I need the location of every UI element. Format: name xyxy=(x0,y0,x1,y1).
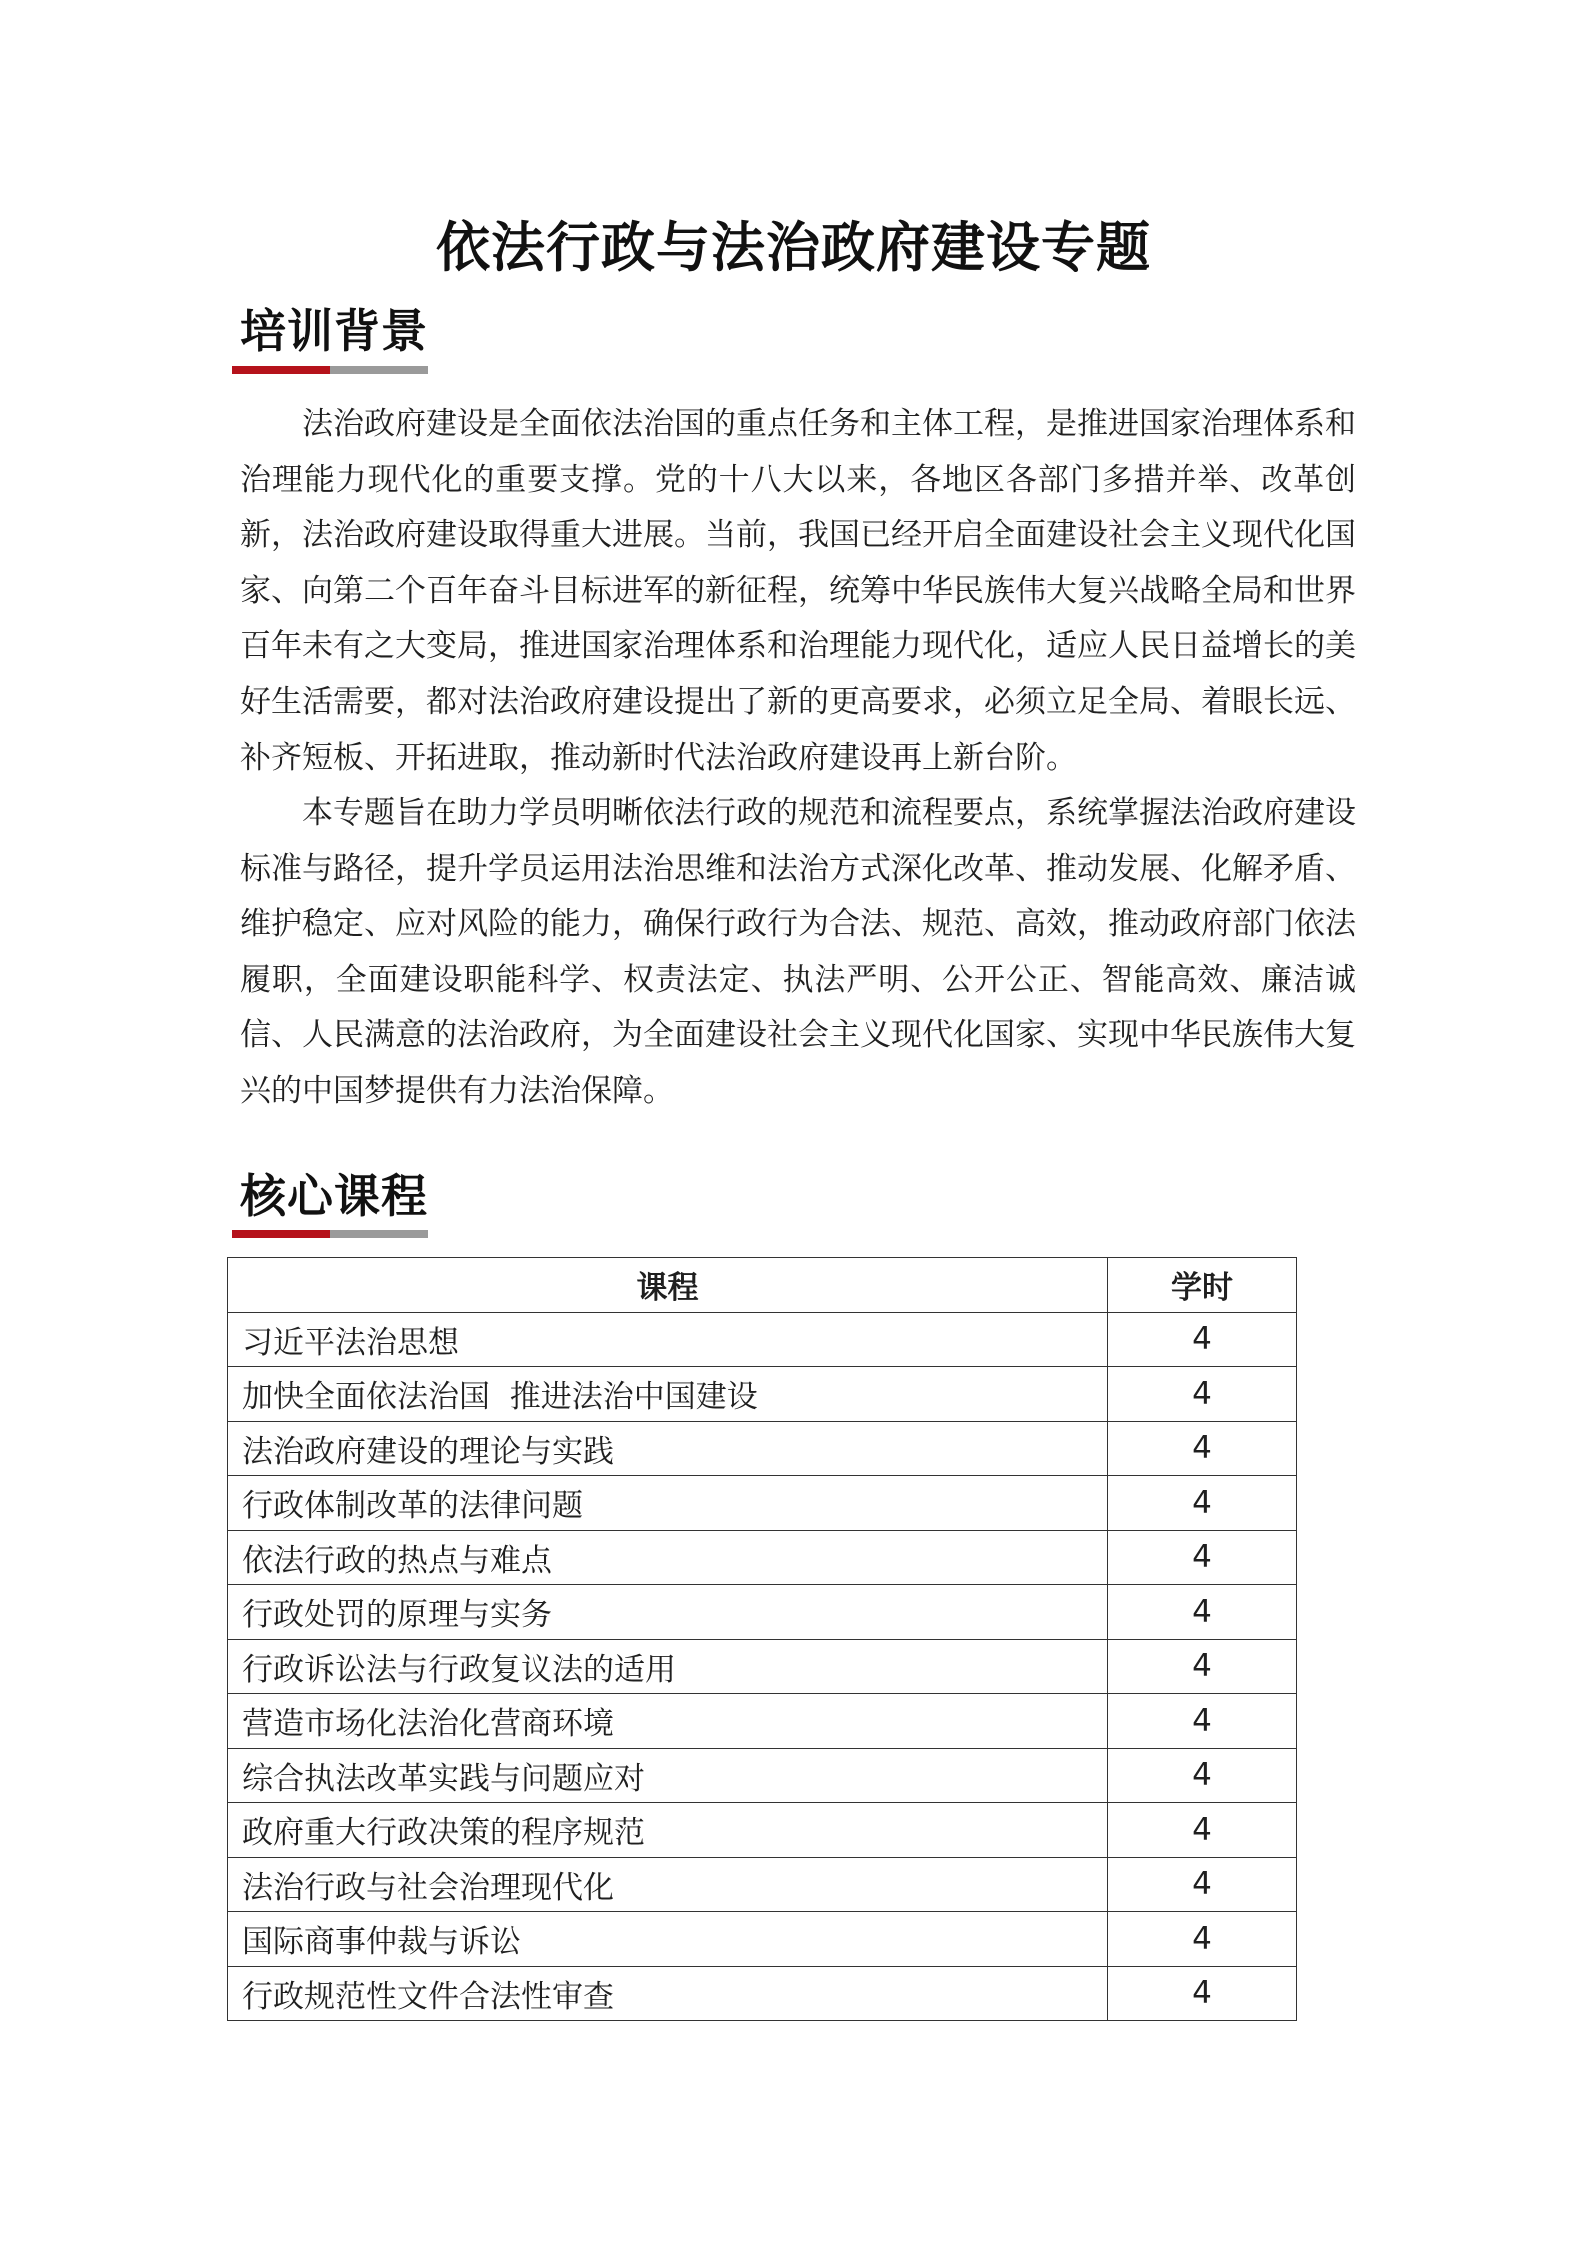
course-name-cell: 法治政府建设的理论与实践 xyxy=(228,1421,1108,1476)
table-row xyxy=(228,1476,1297,1531)
course-name-cell: 营造市场化法治化营商环境 xyxy=(228,1694,1108,1749)
courses-heading-underline xyxy=(232,1230,428,1238)
background-paragraph-2: 本专题旨在助力学员明晰依法行政的规范和流程要点，系统掌握法治政府建设标准与路径，提升学员运用法治思维和法治方式深化改革、推动发展、化解矛盾、维护稳定、应对风险的能力，确保行政行为合法、规范、高效，推动政府部门依法履职，全面建设职能科学、权责法定、执法严明、公开公正、智能高效、廉洁诚信、人民满意的法治政府，为全面建设社会主义现代化国家、实现中华民族伟大复兴的中国梦提供有力法治保障。 xyxy=(240,795,1356,1109)
course-hours-cell: 4 xyxy=(1108,1639,1297,1694)
column-header-course: 课程 xyxy=(228,1258,1108,1313)
course-hours-cell: 4 xyxy=(1108,1694,1297,1749)
course-hours-cell: 4 xyxy=(1108,1912,1297,1967)
table-row xyxy=(228,1585,1297,1640)
table-row xyxy=(228,1367,1297,1422)
course-hours-cell: 4 xyxy=(1108,1748,1297,1803)
underline-gray-segment xyxy=(330,1230,428,1238)
table-row xyxy=(228,1803,1297,1858)
course-name-cell: 政府重大行政决策的程序规范 xyxy=(228,1803,1108,1858)
underline-red-segment xyxy=(232,1230,330,1238)
course-name-cell: 行政规范性文件合法性审查 xyxy=(228,1966,1108,2021)
course-name-cell: 国际商事仲裁与诉讼 xyxy=(228,1912,1108,1967)
course-hours-cell: 4 xyxy=(1108,1857,1297,1912)
table-row xyxy=(228,1748,1297,1803)
course-hours-cell: 4 xyxy=(1108,1803,1297,1858)
background-heading: 培训背景 xyxy=(240,304,428,358)
table-row xyxy=(228,1912,1297,1967)
course-name-cell: 行政诉讼法与行政复议法的适用 xyxy=(228,1639,1108,1694)
table-row xyxy=(228,1312,1297,1367)
table-row xyxy=(228,1966,1297,2021)
course-name-cell: 行政体制改革的法律问题 xyxy=(228,1476,1108,1531)
course-name-cell: 法治行政与社会治理现代化 xyxy=(228,1857,1108,1912)
underline-gray-segment xyxy=(330,366,428,374)
course-hours-cell: 4 xyxy=(1108,1476,1297,1531)
course-name-cell: 习近平法治思想 xyxy=(228,1312,1108,1367)
courses-heading: 核心课程 xyxy=(240,1169,428,1223)
column-header-hours: 学时 xyxy=(1108,1258,1297,1313)
course-name-cell: 加快全面依法治国 推进法治中国建设 xyxy=(228,1367,1108,1422)
course-hours-cell: 4 xyxy=(1108,1312,1297,1367)
document-title: 依法行政与法治政府建设专题 xyxy=(436,216,1151,279)
course-hours-cell: 4 xyxy=(1108,1367,1297,1422)
course-name-cell: 综合执法改革实践与问题应对 xyxy=(228,1748,1108,1803)
table-row xyxy=(228,1857,1297,1912)
course-hours-cell: 4 xyxy=(1108,1585,1297,1640)
table-header-row xyxy=(228,1258,1297,1313)
underline-red-segment xyxy=(232,366,330,374)
background-heading-underline xyxy=(232,366,428,374)
course-hours-cell: 4 xyxy=(1108,1421,1297,1476)
table-row xyxy=(228,1530,1297,1585)
course-name-cell: 依法行政的热点与难点 xyxy=(228,1530,1108,1585)
background-paragraph-1: 法治政府建设是全面依法治国的重点任务和主体工程，是推进国家治理体系和治理能力现代化的重要支撑。党的十八大以来，各地区各部门多措并举、改革创新，法治政府建设取得重大进展。当前，我国已经开启全面建设社会主义现代化国家、向第二个百年奋斗目标进军的新征程，统筹中华民族伟大复兴战略全局和世界百年未有之大变局，推进国家治理体系和治理能力现代化，适应人民日益增长的美好生活需要，都对法治政府建设提出了新的更高要求，必须立足全局、着眼长远、补齐短板、开拓进取，推动新时代法治政府建设再上新台阶。 xyxy=(240,406,1356,776)
course-table xyxy=(227,1257,1297,2021)
table-row xyxy=(228,1639,1297,1694)
course-name-cell: 行政处罚的原理与实务 xyxy=(228,1585,1108,1640)
table-row xyxy=(228,1421,1297,1476)
course-hours-cell: 4 xyxy=(1108,1966,1297,2021)
table-row xyxy=(228,1694,1297,1749)
course-hours-cell: 4 xyxy=(1108,1530,1297,1585)
